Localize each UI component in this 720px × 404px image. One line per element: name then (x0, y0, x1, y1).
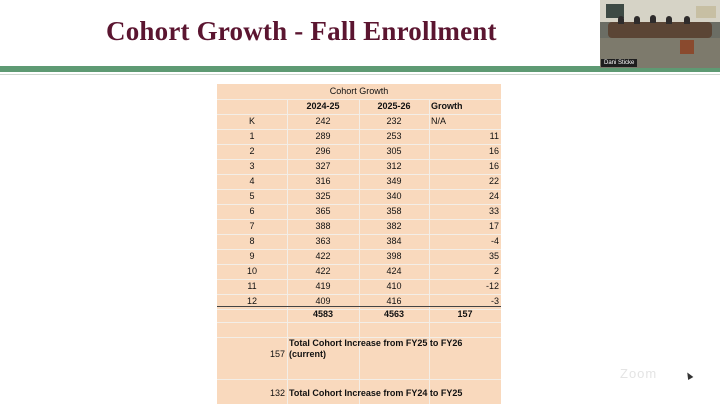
video-dais (608, 22, 712, 38)
enrollment-2025-cell: 382 (386, 221, 402, 231)
video-person (666, 16, 672, 24)
enrollment-2025-cell: 358 (386, 206, 402, 216)
grade-cell: 3 (249, 161, 255, 171)
growth-cell: 17 (488, 221, 499, 231)
growth-cell: -12 (485, 281, 499, 291)
table-row (217, 129, 501, 145)
growth-cell: 16 (488, 146, 499, 156)
enrollment-2025-cell: 349 (386, 176, 402, 186)
growth-cell: 22 (488, 176, 499, 186)
title-underline (0, 74, 720, 75)
enrollment-2024-cell: 316 (315, 176, 331, 186)
enrollment-2025-cell: 398 (386, 251, 402, 261)
header-2025-26: 2025-26 (377, 101, 411, 111)
growth-cell: -4 (490, 236, 499, 246)
grade-cell: 1 (249, 131, 255, 141)
growth-cell: 35 (488, 251, 499, 261)
enrollment-2024-cell: 296 (315, 146, 331, 156)
growth-cell: N/A (431, 116, 447, 126)
table-title-row (217, 84, 501, 100)
grade-cell: 10 (246, 266, 257, 276)
cohort-increase-note (217, 388, 501, 402)
growth-cell: 24 (488, 191, 499, 201)
video-person (684, 16, 690, 24)
table-row (217, 144, 501, 160)
table-row (217, 264, 501, 280)
totals-row (217, 306, 501, 323)
growth-cell: 2 (493, 266, 499, 276)
enrollment-2024-cell: 422 (315, 266, 331, 276)
table-row (217, 279, 501, 295)
table-row (217, 219, 501, 235)
blank-row (217, 364, 501, 380)
participant-video-thumbnail[interactable] (600, 0, 720, 68)
table-row (217, 189, 501, 205)
video-person (618, 16, 624, 24)
table-title: Cohort Growth (329, 86, 389, 96)
enrollment-2025-cell: 384 (386, 236, 402, 246)
zoom-watermark: Zoom (620, 366, 658, 381)
total-2024-cell: 4583 (312, 309, 334, 319)
enrollment-2024-cell: 388 (315, 221, 331, 231)
table-row (217, 234, 501, 250)
video-person (650, 15, 656, 23)
enrollment-2025-cell: 424 (386, 266, 402, 276)
cohort-increase-value: 157 (269, 349, 285, 359)
grade-cell: K (248, 116, 255, 126)
table-row (217, 249, 501, 265)
header-grade (217, 99, 287, 114)
growth-cell: 11 (489, 131, 499, 141)
cohort-increase-value: 132 (269, 388, 285, 398)
enrollment-2024-cell: 409 (315, 296, 331, 306)
participant-name-label: Dani Sticke (601, 59, 637, 67)
cohort-increase-label: Total Cohort Increase from FY24 to FY25 (289, 388, 463, 398)
table-header-row (217, 99, 501, 115)
enrollment-2025-cell: 416 (386, 296, 402, 306)
enrollment-2024-cell: 242 (315, 116, 331, 126)
growth-cell: -3 (490, 296, 499, 306)
enrollment-2025-cell: 410 (386, 281, 402, 291)
cohort-increase-note (217, 337, 501, 363)
grade-cell: 8 (249, 236, 255, 246)
grade-cell: 11 (247, 281, 257, 291)
cohort-growth-table (217, 84, 501, 404)
grade-cell: 9 (249, 251, 255, 261)
cohort-increase-label: Total Cohort Increase from FY25 to FY26 (current) (289, 338, 463, 359)
header-growth: Growth (431, 101, 463, 111)
enrollment-2025-cell: 305 (386, 146, 402, 156)
enrollment-2024-cell: 419 (315, 281, 331, 291)
grade-cell: 5 (249, 191, 255, 201)
growth-cell: 33 (488, 206, 499, 216)
header-2024-25: 2024-25 (306, 101, 340, 111)
grade-cell: 4 (249, 176, 255, 186)
enrollment-2024-cell: 365 (315, 206, 331, 216)
grade-cell: 12 (246, 296, 257, 306)
video-podium (680, 40, 694, 54)
table-row (217, 174, 501, 190)
video-wall-sign (696, 6, 716, 18)
enrollment-2024-cell: 289 (315, 131, 331, 141)
table-row (217, 204, 501, 220)
table-row (217, 114, 501, 130)
enrollment-2024-cell: 422 (315, 251, 331, 261)
mouse-cursor-icon (685, 371, 694, 380)
table-row (217, 159, 501, 175)
blank-row (217, 322, 501, 338)
growth-cell: 16 (488, 161, 499, 171)
enrollment-2024-cell: 325 (315, 191, 331, 201)
enrollment-2025-cell: 340 (386, 191, 402, 201)
enrollment-2024-cell: 363 (315, 236, 331, 246)
video-person (634, 16, 640, 24)
enrollment-2024-cell: 327 (315, 161, 331, 171)
total-growth-cell: 157 (457, 309, 473, 319)
grade-cell: 6 (249, 206, 255, 216)
enrollment-2025-cell: 232 (386, 116, 402, 126)
total-2025-cell: 4563 (383, 309, 405, 319)
enrollment-2025-cell: 312 (386, 161, 402, 171)
enrollment-2025-cell: 253 (386, 131, 402, 141)
grade-cell: 2 (249, 146, 255, 156)
slide-title: Cohort Growth - Fall Enrollment (106, 16, 497, 46)
grade-cell: 7 (249, 221, 255, 231)
